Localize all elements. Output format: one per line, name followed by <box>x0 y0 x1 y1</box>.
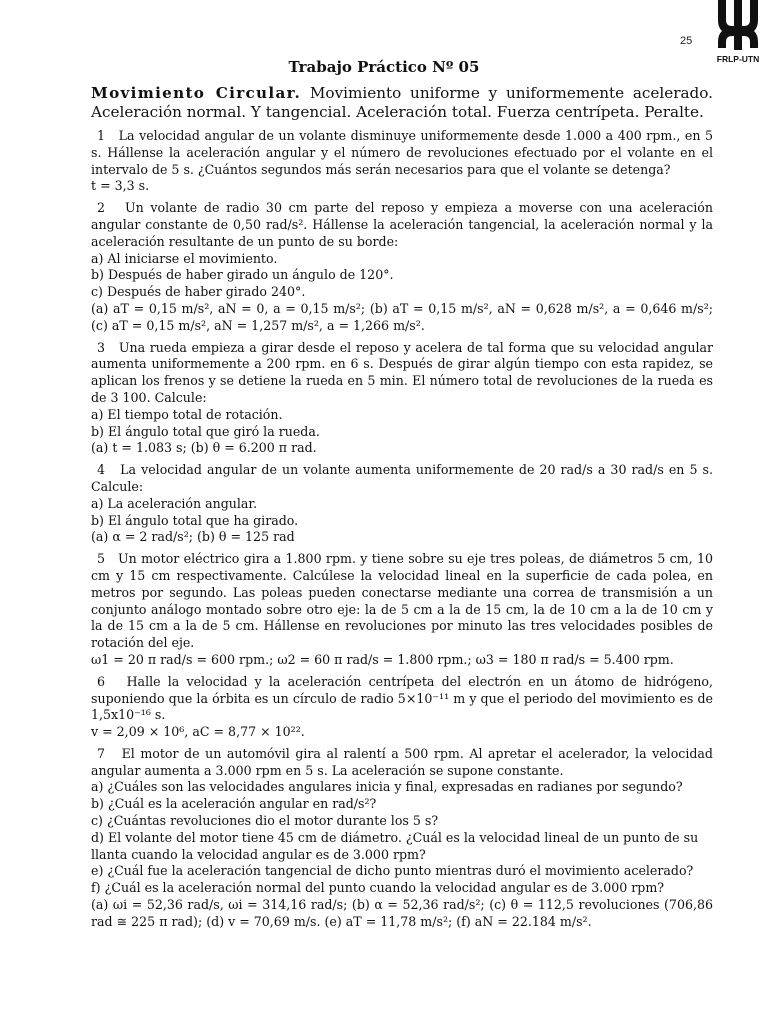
problem-answer: v = 2,09 × 10⁶, aC = 8,77 × 10²². <box>91 724 305 740</box>
problem-subitem: c) ¿Cuántas revoluciones dio el motor durante los 5 s? <box>91 813 439 829</box>
problem-answer: (a) α = 2 rad/s²; (b) θ = 125 rad <box>91 529 295 545</box>
problem-subitem: b) Después de haber girado un ángulo de 120°. <box>91 267 394 283</box>
heading-bold: Movimiento Circular. <box>91 84 302 102</box>
heading-rest: Movimiento uniforme y uniformemente acelerado. Aceleración normal. Y tangencial. Aceleración total. Fuerza centrípeta. Peralte. <box>91 84 713 121</box>
problem-6 <box>91 674 713 741</box>
problem-statement <box>91 128 713 178</box>
document-body <box>91 84 713 936</box>
problem-7 <box>91 746 713 931</box>
problem-4 <box>91 462 713 546</box>
problem-answer: (a) ωi = 52,36 rad/s, ωi = 314,16 rad/s; (b) α = 52,36 rad/s²; (c) θ = 112,5 revoluciones (706,86 rad ≅ 225 π rad); (d) v = 70,69 m/s. (e) aT = 11,78 m/s²; (f) aN = 22.184 m/s². <box>91 897 713 929</box>
problem-1 <box>91 128 713 195</box>
problem-subitem: b) ¿Cuál es la aceleración angular en rad/s²? <box>91 796 377 812</box>
problem-statement <box>91 462 713 496</box>
problem-text: Un motor eléctrico gira a 1.800 rpm. y tiene sobre su eje tres poleas, de diámetros 5 cm, 10 cm y 15 cm respectivamente. Calcúlese la velocidad lineal en la superficie de cada polea, en metros por segundo. Las poleas pueden conectarse mediante una correa de transmisión a un conjunto análogo montado sobre otro eje: la de 5 cm a la de 15 cm, la de 10 cm a la de 10 cm y la de 15 cm a la de 5 cm. Hállense en revoluciones por minuto las tres velocidades posibles de rotación del eje. <box>91 551 713 651</box>
problem-answer: ω1 = 20 π rad/s = 600 rpm.; ω2 = 60 π rad/s = 1.800 rpm.; ω3 = 180 π rad/s = 5.400 rpm. <box>91 651 674 667</box>
problem-list <box>91 128 713 931</box>
problem-statement <box>91 340 713 407</box>
problem-text: Una rueda empieza a girar desde el reposo y acelera de tal forma que su velocidad angular aumenta uniformemente a 200 rpm. en 6 s. Después de girar algún tiempo con esta rapidez, se aplican los frenos y se detiene la rueda en 5 min. El número total de revoluciones de la rueda es de 3 100. Calcule: <box>91 339 713 405</box>
problem-2 <box>91 200 713 334</box>
problem-statement <box>91 674 713 724</box>
problem-number: 1 <box>97 128 106 143</box>
problem-subitem: a) El tiempo total de rotación. <box>91 406 283 422</box>
section-heading <box>91 84 713 122</box>
problem-number: 4 <box>97 462 106 478</box>
problem-text: Halle la velocidad y la aceleración centrípeta del electrón en un átomo de hidrógeno, suponiendo que la órbita es un círculo de radio 5×10⁻¹¹ m y que el periodo del movimiento es de 1,5x10⁻¹⁶ s. <box>91 673 713 723</box>
page-title: Trabajo Práctico Nº 05 <box>288 58 480 76</box>
problem-answer: (a) t = 1.083 s; (b) θ = 6.200 π rad. <box>91 440 317 456</box>
problem-number: 2 <box>97 200 106 216</box>
problem-number: 6 <box>97 673 106 689</box>
problem-number: 7 <box>97 745 106 761</box>
problem-subitem: a) Al iniciarse el movimiento. <box>91 250 278 266</box>
problem-subitem: a) La aceleración angular. <box>91 495 258 511</box>
utn-logo-icon <box>714 0 762 64</box>
problem-subitem: f) ¿Cuál es la aceleración normal del punto cuando la velocidad angular es de 3.000 rpm? <box>91 880 665 896</box>
problem-subitem: b) El ángulo total que ha girado. <box>91 512 299 528</box>
problem-answer: t = 3,3 s. <box>91 178 150 194</box>
problem-number: 5 <box>97 551 106 567</box>
problem-subitem: b) El ángulo total que giró la rueda. <box>91 423 320 439</box>
problem-statement <box>91 200 713 250</box>
problem-text: El motor de un automóvil gira al ralentí a 500 rpm. Al apretar el acelerador, la velocidad angular aumenta a 3.000 rpm en 5 s. La aceleración se supone constante. <box>91 745 713 778</box>
logo-caption: FRLP-UTN <box>716 54 760 64</box>
problem-subitem: e) ¿Cuál fue la aceleración tangencial de dicho punto mientras duró el movimiento acelerado? <box>91 863 694 879</box>
problem-answer: (a) aT = 0,15 m/s², aN = 0, a = 0,15 m/s²; (b) aT = 0,15 m/s², aN = 0,628 m/s², a = 0,646 m/s²; (c) aT = 0,15 m/s², aN = 1,257 m/s², a = 1,266 m/s². <box>91 300 713 333</box>
page-number: 25 <box>680 35 693 47</box>
problem-text: La velocidad angular de un volante aumenta uniformemente de 20 rad/s a 30 rad/s en 5 s. Calcule: <box>91 462 713 494</box>
problem-number: 3 <box>97 339 106 355</box>
problem-statement <box>91 551 713 652</box>
problem-3 <box>91 340 713 458</box>
problem-subitem: a) ¿Cuáles son las velocidades angulares inicia y final, expresadas en radianes por segundo? <box>91 779 683 795</box>
problem-5 <box>91 551 713 669</box>
problem-subitem: c) Después de haber girado 240°. <box>91 284 306 300</box>
problem-text: Un volante de radio 30 cm parte del reposo y empieza a moverse con una aceleración angular constante de 0,50 rad/s². Hállense la aceleración tangencial, la aceleración normal y la aceleración resultante de un punto de su borde: <box>91 200 713 249</box>
problem-statement <box>91 746 713 780</box>
problem-text: La velocidad angular de un volante disminuye uniformemente desde 1.000 a 400 rpm., en 5 s. Hállense la aceleración angular y el número de revoluciones efectuado por el volante en el intervalo de 5 s. ¿Cuántos segundos más serán necesarios para que el volante se detenga? <box>91 128 714 177</box>
problem-subitem: d) El volante del motor tiene 45 cm de diámetro. ¿Cuál es la velocidad lineal de un punto de su llanta cuando la velocidad angular es de 3.000 rpm? <box>91 829 699 862</box>
